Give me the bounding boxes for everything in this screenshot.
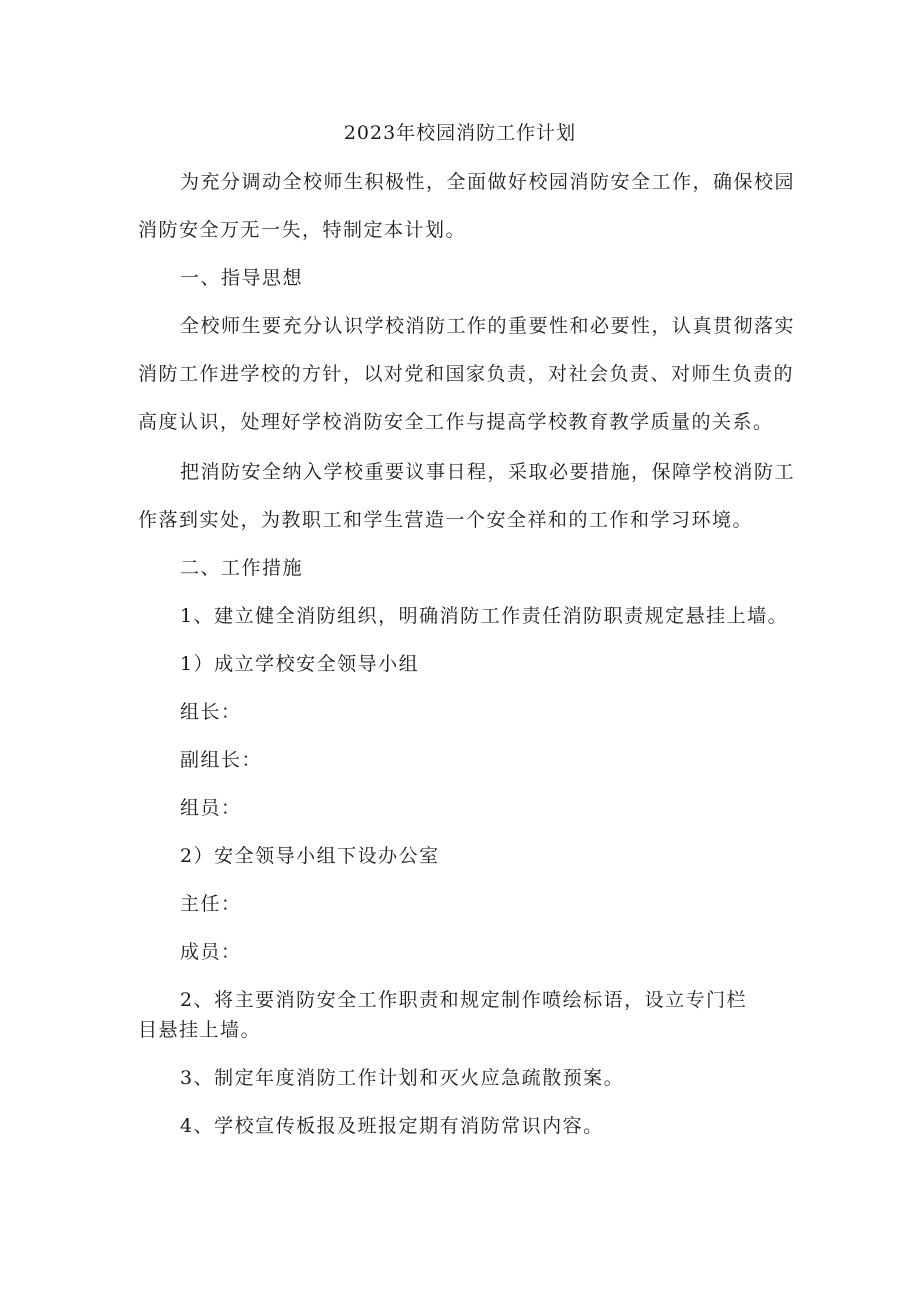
role-label: 组长：: [180, 701, 242, 723]
paragraph-line: 为充分调动全校师生积极性，全面做好校园消防安全工作，确保校园: [180, 171, 796, 193]
role-label: 主任：: [180, 893, 242, 915]
list-item: 3、制定年度消防工作计划和灭火应急疏散预案。: [180, 1067, 625, 1089]
paragraph-line: 目悬挂上墙。: [138, 1019, 262, 1041]
paragraph-line: 高度认识，处理好学校消防安全工作与提高学校教育教学质量的关系。: [138, 411, 774, 433]
list-item: 4、学校宣传板报及班报定期有消防常识内容。: [180, 1115, 604, 1137]
role-label: 组员：: [180, 797, 242, 819]
list-item: 1）成立学校安全领导小组: [180, 653, 420, 675]
section-heading: 二、工作措施: [180, 557, 304, 579]
role-label: 副组长：: [180, 749, 263, 771]
list-item: 2）安全领导小组下设办公室: [180, 845, 440, 867]
paragraph-line: 消防工作进学校的方针，以对党和国家负责，对社会负责、对师生负责的: [138, 363, 795, 385]
paragraph-line: 消防安全万无一失，特制定本计划。: [138, 219, 467, 241]
list-item: 1、建立健全消防组织，明确消防工作责任消防职责规定悬挂上墙。: [180, 605, 789, 627]
paragraph-line: 全校师生要充分认识学校消防工作的重要性和必要性，认真贯彻落实: [180, 315, 796, 337]
paragraph-line: 作落到实处，为教职工和学生营造一个安全祥和的工作和学习环境。: [138, 509, 754, 531]
document-title: 2023年校园消防工作计划: [343, 122, 577, 144]
list-item: 2、将主要消防安全工作职责和规定制作喷绘标语，设立专门栏: [180, 989, 748, 1011]
section-heading: 一、指导思想: [180, 267, 304, 289]
paragraph-line: 把消防安全纳入学校重要议事日程，采取必要措施，保障学校消防工: [180, 461, 796, 483]
role-label: 成员：: [180, 941, 242, 963]
